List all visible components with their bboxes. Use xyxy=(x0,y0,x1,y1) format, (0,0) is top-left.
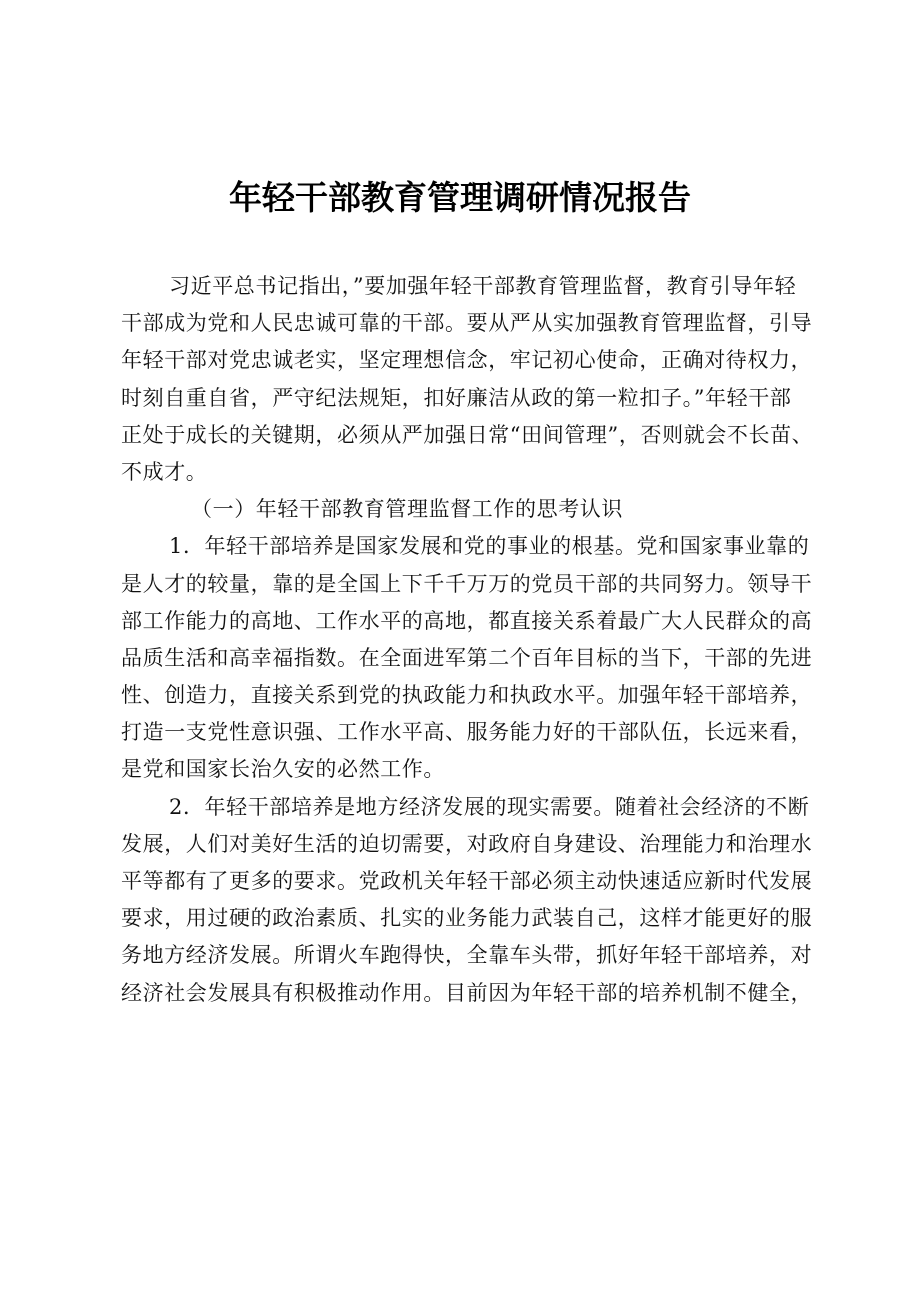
text-line: 性、创造力，直接关系到党的执政能力和执政水平。加强年轻干部培养， xyxy=(121,683,813,708)
text-line: 2．年轻干部培养是地方经济发展的现实需要。随着社会经济的不断 xyxy=(169,794,810,819)
text-line: 习近平总书记指出，”要加强年轻干部教育管理监督，教育引导年轻 xyxy=(169,274,797,298)
text-line: 干部成为党和人民忠诚可靠的干部。要从严从实加强教育管理监督，引导 xyxy=(121,311,813,336)
text-line: 品质生活和高幸福指数。在全面进军第二个百年目标的当下，干部的先进 xyxy=(121,645,813,670)
text-line: 1．年轻干部培养是国家发展和党的事业的根基。党和国家事业靠的 xyxy=(169,534,810,559)
text-line: 是党和国家长治久安的必然工作。 xyxy=(121,757,445,782)
text-line: 时刻自重自省，严守纪法规矩，扣好廉洁从政的第一粒扣子。”年轻干部 xyxy=(121,385,792,410)
section-heading xyxy=(121,491,821,528)
paragraph-point-1 xyxy=(121,528,821,788)
text-line: 部工作能力的高地、工作水平的高地，都直接关系着最广大人民群众的高 xyxy=(121,608,813,633)
document-body xyxy=(121,268,821,1012)
text-line: 发展，人们对美好生活的迫切需要，对政府自身建设、治理能力和治理水 xyxy=(121,831,813,856)
text-line: 是人才的较量，靠的是全国上下千千万万的党员干部的共同努力。领导干 xyxy=(121,571,813,596)
text-line: 经济社会发展具有积极推动作用。目前因为年轻干部的培养机制不健全， xyxy=(121,980,813,1005)
text-line: （一）年轻干部教育管理监督工作的思考认识 xyxy=(191,497,623,522)
text-line: 打造一支党性意识强、工作水平高、服务能力好的干部队伍，长远来看， xyxy=(121,720,813,745)
paragraph-intro xyxy=(121,268,821,491)
text-line: 年轻干部对党忠诚老实，坚定理想信念，牢记初心使命，正确对待权力， xyxy=(121,348,813,373)
text-line: 正处于成长的关键期，必须从严加强日常“田间管理”，否则就会不长苗、 xyxy=(121,422,814,447)
text-line: 务地方经济发展。所谓火车跑得快，全靠车头带，抓好年轻干部培养，对 xyxy=(121,943,813,968)
document-title: 年轻干部教育管理调研情况报告 xyxy=(229,178,691,217)
text-line: 要求，用过硬的政治素质、扎实的业务能力武装自己，这样才能更好的服 xyxy=(121,906,813,931)
text-line: 不成才。 xyxy=(121,459,208,484)
text-line: 平等都有了更多的要求。党政机关年轻干部必须主动快速适应新时代发展 xyxy=(121,869,813,893)
paragraph-point-2 xyxy=(121,789,821,1012)
